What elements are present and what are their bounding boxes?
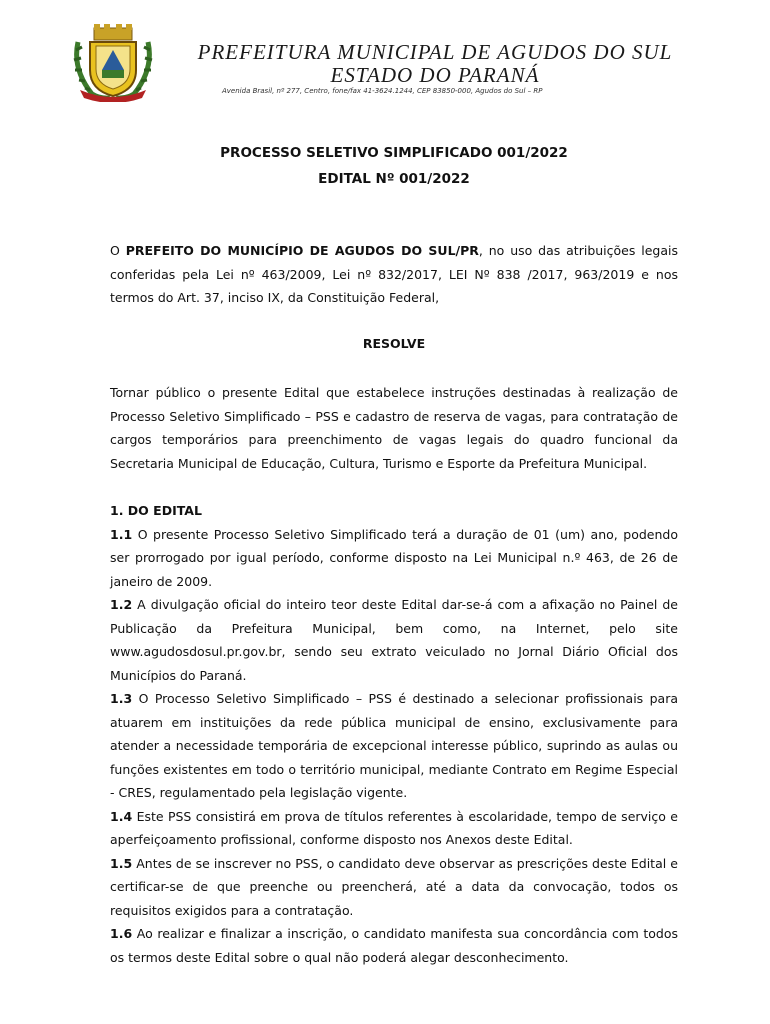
resolve-heading: RESOLVE [362,335,426,351]
intro-prefix: O [110,243,126,258]
letterhead [0,0,770,110]
list-item [110,922,678,969]
letterhead-municipality: PREFEITURA MUNICIPAL DE AGUDOS DO SUL [197,40,673,64]
list-item [110,687,678,805]
section-heading: 1. DO EDITAL [110,503,202,518]
intro-text: , no uso das atribuições legais conferidas pela Lei nº 463/2009, Lei nº 832/2017, LEI Nº 838 /2017, 963/2019 e nos termos do Art. 37, inciso IX, da Constituição Federal, [110,243,678,305]
item-text: A divulgação oficial do inteiro teor deste Edital dar-se-á com a afixação no Painel de Publicação da Prefeitura Municipal, bem como, na Internet, pelo site www.agudosdosul.pr.gov.br, sendo seu extrato veiculado no Jornal Diário Oficial dos Municípios do Paraná. [110,597,678,683]
intro-authority: PREFEITO DO MUNICÍPIO DE AGUDOS DO SUL/PR [125,243,479,258]
item-text: Este PSS consistirá em prova de títulos referentes à escolaridade, tempo de serviço e aperfeiçoamento profissional, conforme disposto nos Anexos deste Edital. [110,808,678,847]
document-body [110,140,678,969]
letterhead-state: ESTADO DO PARANÁ [330,63,540,87]
intro-paragraph [110,239,678,310]
item-number: 1.5 [110,855,133,871]
list-item [110,523,678,594]
list-item [110,593,678,687]
item-text: Ao realizar e finalizar a inscrição, o candidato manifesta sua concordância com todos os termos deste Edital sobre o qual não poderá alegar desconhecimento. [110,926,678,965]
letterhead-address: Avenida Brasil, nº 277, Centro, fone/fax 41-3624.1244, CEP 83850-000, Agudos do Sul – RP [222,87,543,95]
item-text: O Processo Seletivo Simplificado – PSS é destinado a selecionar profissionais para atuarem em instituições da rede pública municipal de ensino, exclusivamente para atender a necessidade temporária de excepcional interesse público, suprindo as aulas ou funções existentes em todo o território municipal, mediante Contrato em Regime Especial - CRES, regulamentado pela legislação vigente. [110,691,678,800]
list-item [110,852,678,923]
item-number: 1.4 [110,808,133,824]
item-number: 1.3 [110,691,133,706]
item-number: 1.1 [110,526,133,542]
municipal-coat-of-arms-icon [70,24,156,102]
purpose-paragraph: Tornar público o presente Edital que estabelece instruções destinadas à realização de Processo Seletivo Simplificado – PSS e cadastro de reserva de vagas, para contratação de cargos temporários para preenchimento de vagas legais do quadro funcional da Secretaria Municipal de Educação, Cultura, Turismo e Esporte da Prefeitura Municipal. [110,385,678,471]
list-item [110,805,678,852]
document-subtitle: EDITAL Nº 001/2022 [318,170,470,187]
item-text: O presente Processo Seletivo Simplificado terá a duração de 01 (um) ano, podendo ser prorrogado por igual período, conforme disposto na Lei Municipal n.º 463, de 26 de janeiro de 2009. [110,526,678,589]
document-title: PROCESSO SELETIVO SIMPLIFICADO 001/2022 [220,145,568,161]
item-number: 1.2 [110,597,133,612]
item-text: Antes de se inscrever no PSS, o candidato deve observar as prescrições deste Edital e certificar-se de que preenche ou preencherá, até a data da convocação, todos os requisitos exigidos para a contratação. [110,855,678,918]
item-number: 1.6 [110,926,133,941]
